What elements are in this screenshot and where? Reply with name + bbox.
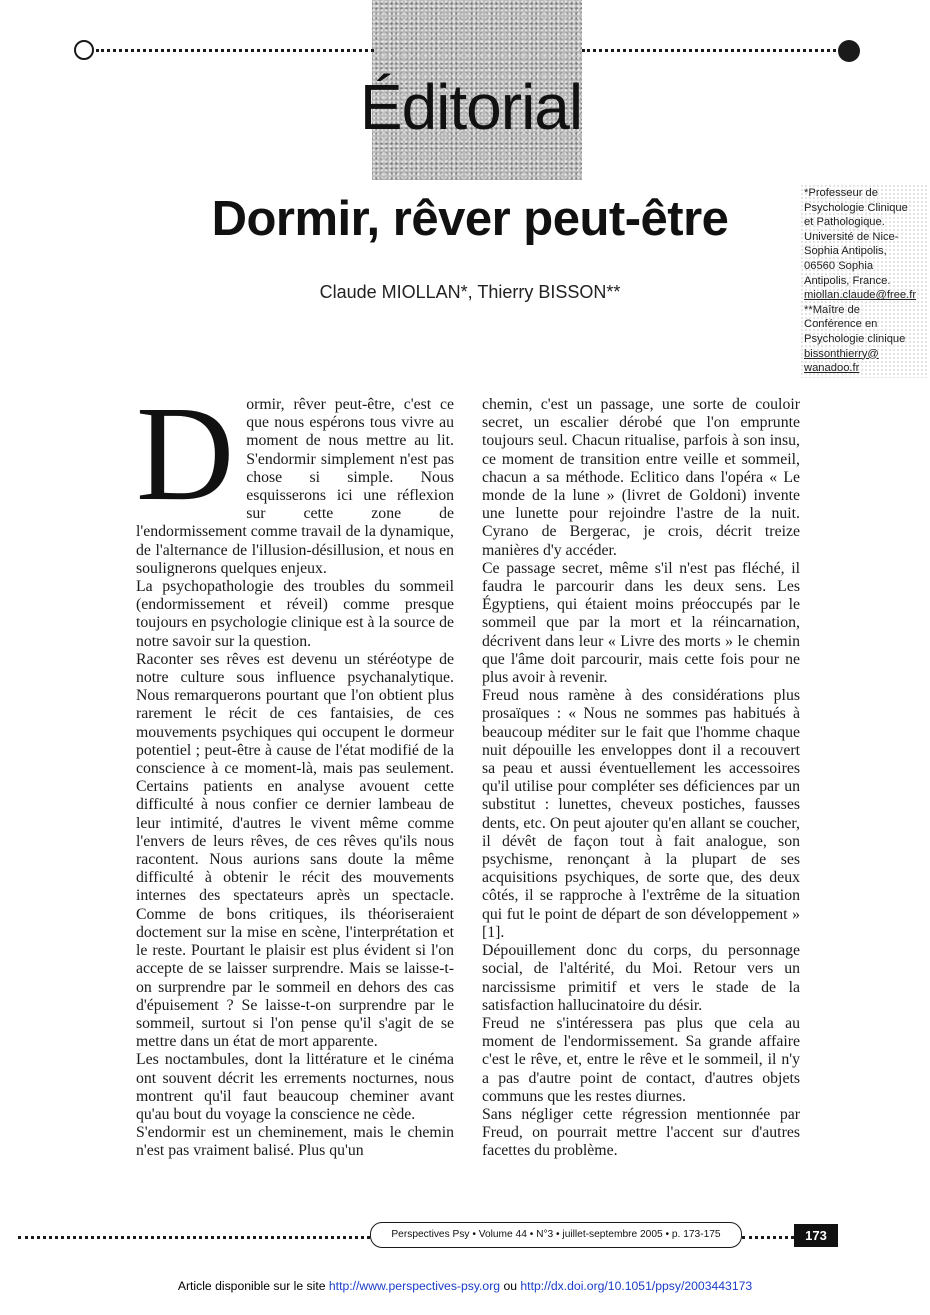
body-paragraph: Les noctambules, dont la littérature et le cinéma ont souvent décrit les errements nocturnes, nous montrent qu'il faut beaucoup cheminer avant qu'au bout du voyage la conscience ne cède.: [136, 1051, 454, 1123]
body-column-left: [136, 379, 454, 1161]
doi-link[interactable]: http://dx.doi.org/10.1051/ppsy/2003443173: [520, 1279, 753, 1293]
footer-dotted-rule-right: [742, 1236, 794, 1239]
author-email-link[interactable]: miollan.claude@free.fr: [804, 289, 917, 302]
affiliation-line: et Pathologique.: [804, 216, 885, 229]
site-link[interactable]: http://www.perspectives-psy.org: [328, 1279, 501, 1293]
body-paragraph: S'endormir est un cheminement, mais le chemin n'est pas vraiment balisé. Plus qu'un: [136, 1124, 454, 1160]
dotted-rule-right: [582, 49, 836, 52]
section-heading: Éditorial: [359, 71, 583, 143]
footer-dotted-rule-left: [18, 1236, 370, 1239]
affiliation-line: 06560 Sophia: [804, 259, 874, 272]
affiliation-line: **Maître de: [804, 303, 860, 316]
body-paragraph: Dépouillement donc du corps, du personnage social, de l'altérité, du Moi. Retour vers un narcissisme primitif et vers le stade de la satisfaction hallucinatoire du désir.: [482, 942, 800, 1014]
affiliation-line: *Professeur de: [804, 187, 879, 199]
body-paragraph: chemin, c'est un passage, une sorte de couloir secret, un escalier dérobé que l'on emprunte toujours seul. Chacun ritualise, parfois à son insu, ce moment de transition entre veille et sommeil, chacun a sa méthode. Eclitico dans l'opéra « Le monde de la lune » (livret de Goldoni) invente une lunette pour rejoindre l'astre de la nuit. Cyrano de Bergerac, je crois, décrit treize manières d'y accéder.: [482, 396, 800, 559]
drop-cap: D: [136, 379, 235, 529]
filled-circle-ornament: [838, 40, 860, 62]
affiliations-note: [800, 184, 928, 378]
body-paragraph: La psychopathologie des troubles du sommeil (endormissement et réveil) comme presque toujours en psychologie clinique est à la source de notre savoir sur la question.: [136, 578, 454, 650]
availability-notice: [0, 1278, 930, 1294]
affiliation-line: Antipolis, France.: [804, 274, 891, 287]
body-column-right: [482, 396, 800, 1161]
article-title: Dormir, rêver peut-être: [211, 192, 729, 246]
body-paragraph: Ce passage secret, même s'il n'est pas fléché, il faudra le parcourir dans les deux sens. Les Égyptiens, qui étaient moins préoccupés par le sommeil que par la mort et la réincarnation, décrivent dans leur « Livre des morts » le chemin que l'âme doit parcourir, mais cette fois pour ne plus avoir à revenir.: [482, 559, 800, 687]
availability-text: Article disponible sur le site: [177, 1279, 329, 1293]
affiliation-line: Conférence en: [804, 318, 878, 331]
journal-citation: Perspectives Psy • Volume 44 • N°3 • juillet-septembre 2005 • p. 173-175: [370, 1222, 742, 1248]
body-paragraph: Freud nous ramène à des considérations plus prosaïques : « Nous ne sommes pas habitués à beaucoup méditer sur le fait que l'homme chaque nuit dépouille les enveloppes dont il a recouvert sa peau et aussi éventuellement les accessoires qu'il utilise pour compléter ses déficiences par un substitut : lunettes, cheveux postiches, fausses dents, etc. On peut ajouter qu'en allant se coucher, il dévêt de façon tout à fait analogue, son psychisme, renonçant à la plupart de ses acquisitions psychiques, de sorte que, des deux côtés, il se rapproche à l'extrême de la situation qui fut le point de départ de son développement » [1].: [482, 687, 800, 941]
body-paragraph: ormir, rêver peut-être, c'est ce que nous espérons tous vivre au moment de nous mettre au lit. S'endormir simplement n'est pas chose si simple. Nous esquisserons ici une réflexion sur cette zone de l'endormissement comme travail de la dynamique, de l'alternance de l'illusion-désillusion, et nous en soulignerons quelques enjeux.: [136, 396, 454, 577]
body-paragraph: Sans négliger cette régression mentionnée par Freud, on pourrait mettre l'accent sur d'autres facettes du problème.: [482, 1105, 800, 1160]
affiliation-line: Université de Nice-: [804, 230, 899, 243]
availability-connector: ou: [500, 1279, 521, 1293]
author-email-link[interactable]: wanadoo.fr: [804, 362, 860, 375]
author-email-link[interactable]: bissonthierry@: [804, 347, 879, 360]
open-circle-ornament: [74, 40, 94, 60]
dotted-rule-left: [96, 49, 374, 52]
page-number: 173: [794, 1224, 838, 1247]
article-authors: Claude MIOLLAN*, Thierry BISSON**: [319, 282, 621, 302]
affiliation-line: Psychologie clinique: [804, 332, 906, 345]
body-paragraph: Freud ne s'intéressera pas plus que cela au moment de l'endormissement. Sa grande affaire c'est le rêve, et, entre le rêve et le sommeil, il n'y a pas d'autre point de contact, d'autres objets communs que les restes diurnes.: [482, 1014, 800, 1105]
affiliation-line: Psychologie Clinique: [804, 201, 908, 214]
body-paragraph: Raconter ses rêves est devenu un stéréotype de notre culture sous influence psychanalytique. Nous remarquerons pourtant que l'on obtient plus rarement le récit de ces fantaisies, de ces mouvements psychiques qui occupent le dormeur potentiel ; peut-être à cause de l'état modifié de la conscience à ce moment-là, mais pas seulement. Certains patients en analyse avouent cette difficulté à nous confier ce dernier lambeau de leur intimité, d'autres le vivent même comme l'envers de leurs rêves, de ces rêves qu'ils nous racontent. Nous aurions sans doute la même difficulté à obtenir le récit des mouvements internes des spectateurs après un spectacle. Comme de bons critiques, ils théoriseraient doctement sur la mise en scène, l'interprétation et le reste. Pourtant le plaisir est plus évident si l'on accepte de se laisser surprendre. Mais se laisse-t-on surprendre par le sommeil en dehors des cas d'épuisement ? Se laisse-t-on surprendre par le sommeil, surtout si l'on pense qu'il s'agit de se mettre dans un état de mort apparente.: [136, 650, 454, 1051]
affiliation-line: Sophia Antipolis,: [804, 245, 887, 258]
